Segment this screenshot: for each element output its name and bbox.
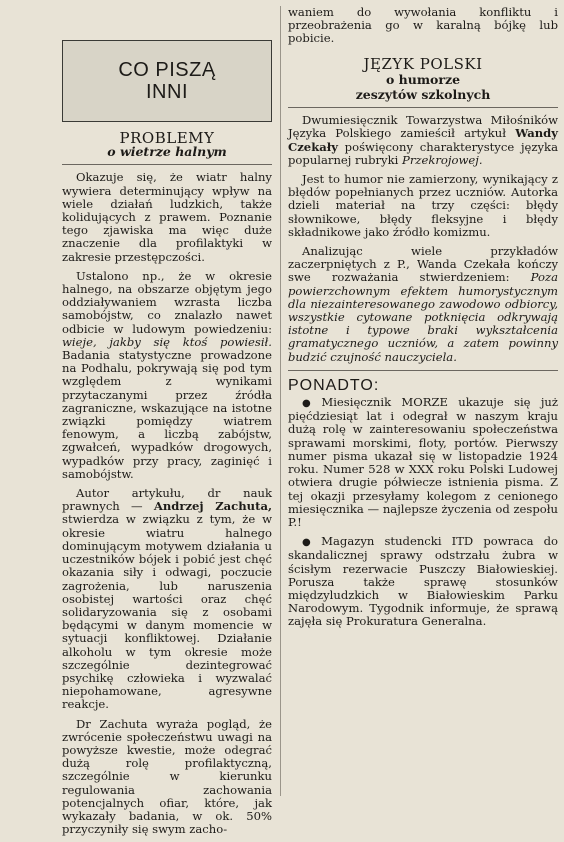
article1-heading: PROBLEMY: [119, 129, 215, 147]
text: Magazyn studencki ITD powraca do skandalicznej sprawy odstrzału żubra w ścisłym rezerwacie Puszczy Białowieskiej. Porusza także sprawę stosunków międzyludzkich w Białowieskim Parku Narodowym. Tygodnik informuje, że sprawą zajęła się Prokuratura Generalna.: [288, 534, 558, 629]
article1-continuation: [288, 6, 558, 46]
section-title-line1: CO PISZĄ: [118, 59, 216, 81]
rule: [288, 370, 558, 371]
rule: [288, 107, 558, 108]
rule: [62, 164, 272, 165]
section-header-box: [62, 40, 272, 122]
article1-subheading: o wietrze halnym: [107, 144, 227, 160]
article2-paragraph-3: [288, 245, 558, 364]
text: Ustalono np., że w okresie halnego, na obszarze objętym jego oddziaływaniem wzrasta liczba samobójstw, co znalazło nawet odbicie w ludowym powiedzeniu:: [62, 268, 272, 336]
ponadto-item-1: [288, 396, 558, 529]
text: Dwumiesięcznik Towarzystwa Miłośników Języka Polskiego zamieścił artykuł: [288, 113, 558, 141]
text: stwierdza w związku z tym, że w okresie wiatru halnego dominującym motywem działania u uczestników bójek i pobić jest chęć okazania siły i odwagi, poczucie zagrożenia, lub naruszenia osobistej wartości oraz chęć solidaryzowania się z osobami będącymi w danym momencie w sytuacji konfliktowej. Działanie alkoholu w tym okresie może szczególnie dezintegrować psychikę człowieka i wyzwalać niepohamowane, agresywne reakcje.: [62, 512, 272, 712]
article1-paragraph-4-end: waniem do wywołania konfliktu i przeobrażenia go w karalną bójkę lub pobicie.: [288, 5, 558, 46]
article1-paragraph-4: Dr Zachuta wyraża pogląd, że zwrócenie społeczeństwu uwagi na powyższe kwestie, może odegrać dużą rolę profilaktyczną, szczególnie w kierunku regulowania zachowania potencjalnych ofiar, które, jak wykazały badania, w ok. 50% przyczyniły się swym zacho-: [62, 716, 272, 837]
article2-paragraph-1: [288, 114, 558, 167]
author-name: Andrzej Zachuta,: [153, 499, 272, 514]
folk-saying: wieje, jakby się ktoś powiesił.: [62, 334, 272, 349]
right-column: [288, 0, 558, 635]
quote: Poza powierzchownym efektem humorystycznym dla niezainteresowanego zawodowo odbiorcy, wszystkie cytowane potknięcia odkrywają istotne i typowe braki wykształcenia gramatycznego uczniów, a zatem powinny budzić czujność nauczyciela.: [288, 270, 558, 364]
author-name: Wandy Czekały: [288, 126, 558, 154]
article1-paragraph-3: [62, 487, 272, 711]
bullet-icon: ●: [302, 537, 318, 549]
text: Analizując wiele przykładów zaczerpniętych z P., Wanda Czekała kończy swe rozważania stwierdzeniem:: [288, 244, 558, 285]
article1-paragraph-1: Okazuje się, że wiatr halny wywiera determinujący wpływ na wiele działań ludzkich, także kolidujących z prawem. Poznanie tego zjawiska ma więc duże znaczenie dla profilaktyki w zakresie przestępczości.: [62, 170, 272, 264]
rubric-name: Przekrojowej.: [402, 152, 483, 167]
article2-paragraph-2: Jest to humor nie zamierzony, wynikający z błędów popełnianych przez uczniów. Autorka dzieli materiał na trzy części: błędy słownikowe, błędy fleksyjne i błędy składnikowe jako źródło komizmu.: [288, 172, 558, 239]
ponadto-heading: PONADTO:: [288, 376, 380, 394]
article2-heading: JĘZYK POLSKI: [363, 54, 483, 73]
article2-sub1: o humorze: [385, 71, 461, 87]
article1-paragraph-2: [62, 270, 272, 481]
article2-sub2: zeszytów szkolnych: [355, 87, 491, 103]
text: Autor artykułu, dr nauk prawnych —: [62, 486, 272, 514]
section-title-line2: INNI: [146, 81, 188, 103]
text: Badania statystyczne prowadzone na Podhalu, pokrywają się pod tym względem z wynikami przytaczanymi przez źródła zagraniczne, wskazujące na istotne związki pomiędzy wiatrem fenowym, a liczbą zabójstw, zgwałceń, wypadków drogowych, wypadków przy pracy, zaginięć i samobójstw.: [62, 348, 272, 481]
bullet-icon: ●: [302, 398, 318, 410]
ponadto-item-2: [288, 535, 558, 628]
text: Miesięcznik MORZE ukazuje się już pięćdziesiąt lat i odegrał w naszym kraju dużą rolę w zainteresowaniu społeczeństwa sprawami morskimi, floty, portów. Pierwszy numer pisma ukazał się w listopadzie 1924 roku. Numer 528 w XXX roku Polski Ludowej otwiera drugie półwiecze istnienia pisma. Z tej okazji przesyłamy kolegom z cenionego miesięcznika — najlepsze życzenia od zespołu P.!: [288, 395, 559, 529]
column-divider: [280, 6, 281, 796]
text: poświęcony charakterystyce języka popularnej rubryki: [288, 139, 558, 167]
left-column: [62, 0, 272, 842]
